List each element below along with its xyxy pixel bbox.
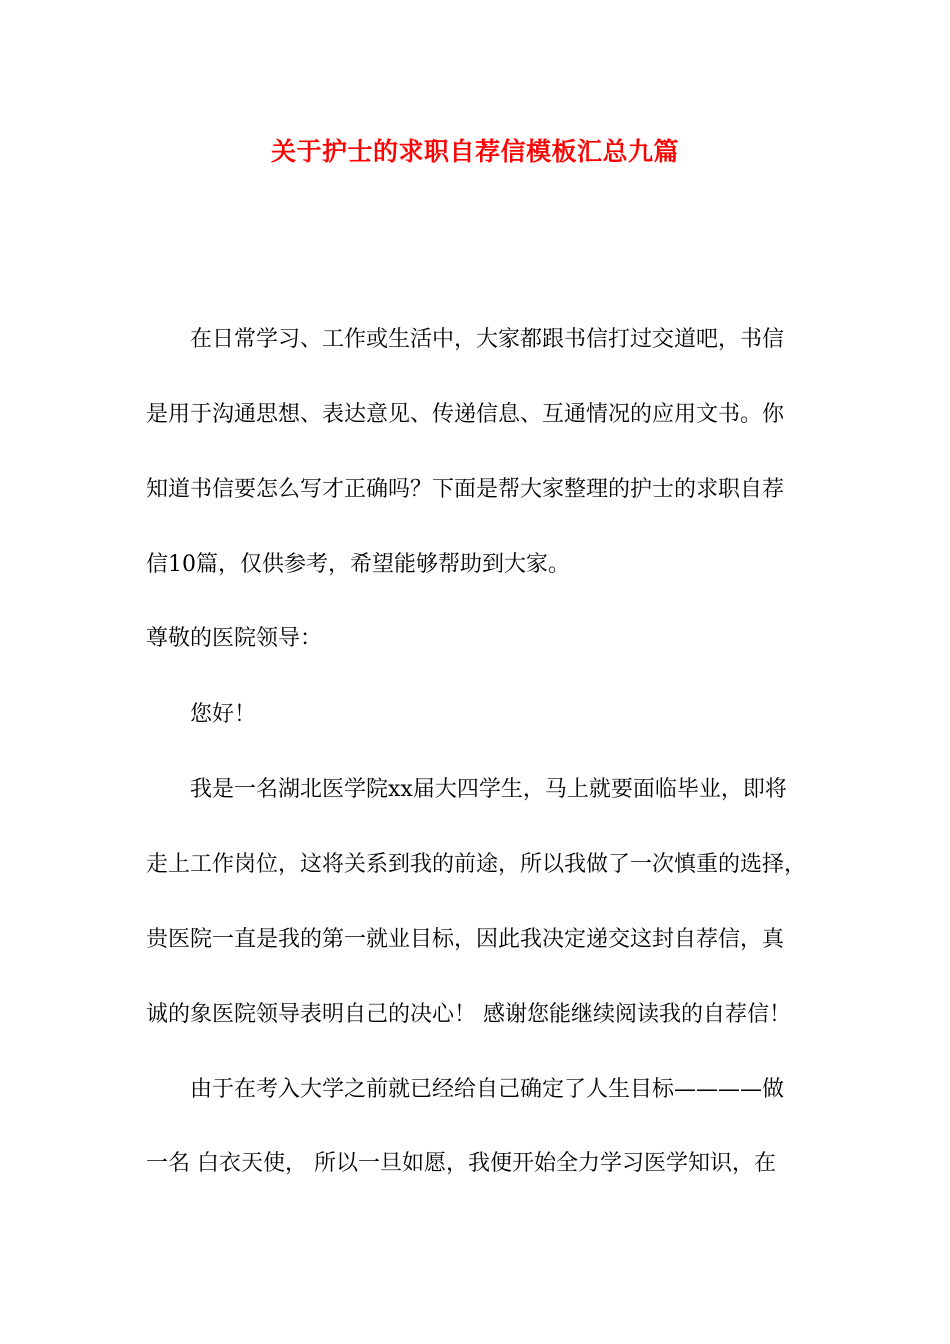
paragraph-line-7: 贵医院一直是我的第一就业目标，因此我决定递交这封自荐信，真 <box>146 927 785 952</box>
paragraph-line-1: 在日常学习、工作或生活中，大家都跟书信打过交道吧，书信 <box>190 327 785 352</box>
paragraph-line-9: 由于在考入大学之前就已经给自己确定了人生目标————做 <box>190 1077 785 1102</box>
paragraph-line-8: 诚的象医院领导表明自己的决心！ 感谢您能继续阅读我的自荐信！ <box>146 1002 791 1027</box>
paragraph-line-4: 信10篇，仅供参考，希望能够帮助到大家。 <box>146 552 570 577</box>
paragraph-line-10: 一名 白衣天使， 所以一旦如愿，我便开始全力学习医学知识，在 <box>146 1151 776 1176</box>
paragraph-line-2: 是用于沟通思想、表达意见、传递信息、互通情况的应用文书。你 <box>146 402 785 427</box>
paragraph-line-3: 知道书信要怎么写才正确吗？下面是帮大家整理的护士的求职自荐 <box>146 477 785 502</box>
salutation: 尊敬的医院领导： <box>146 626 323 651</box>
paragraph-line-5: 我是一名湖北医学院xx届大四学生，马上就要面临毕业，即将 <box>190 777 787 802</box>
paragraph-line-6: 走上工作岗位，这将关系到我的前途，所以我做了一次慎重的选择， <box>146 852 807 877</box>
document-title: 关于护士的求职自荐信模板汇总九篇 <box>270 137 679 166</box>
greeting: 您好！ <box>190 702 257 727</box>
